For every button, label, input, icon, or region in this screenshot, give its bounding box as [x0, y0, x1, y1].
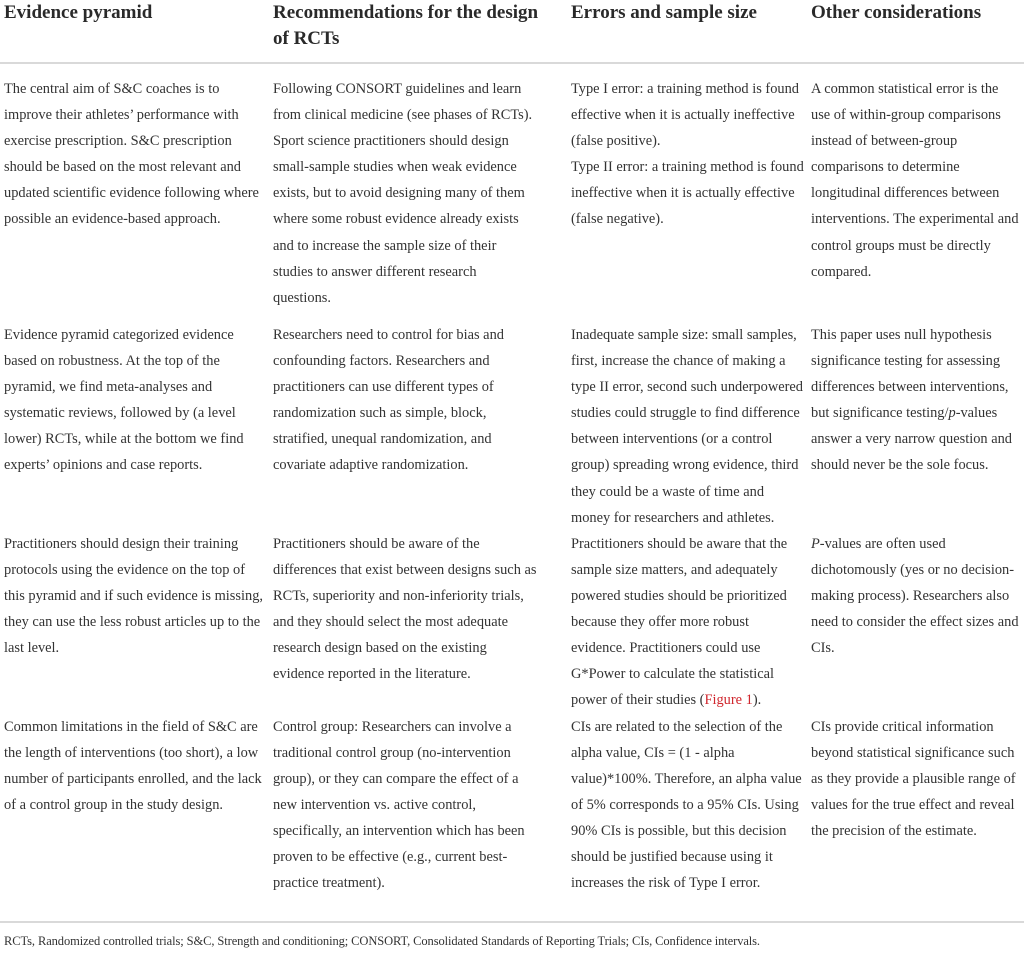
header-errors-sample-size: Errors and sample size: [571, 2, 757, 23]
cell-recommendations: [271, 322, 541, 531]
table-header-row: [0, 0, 1024, 63]
cell-text: Researchers need to control for bias and confounding factors. Researchers and practitioners can use different types of randomization such as simple, block, stratified, unequal randomization, and covariate adaptive randomization.: [273, 327, 504, 474]
table-footnote: RCTs, Randomized controlled trials; S&C, Strength and conditioning; CONSORT, Consolidated Standards of Reporting Trials; CIs, Confidence intervals.: [4, 933, 760, 948]
cell-text: Type I error: a training method is found effective when it is actually ineffective (false positive).: [571, 81, 799, 150]
cell-errors: [541, 322, 811, 531]
table-row: [0, 322, 1024, 531]
table-row: [0, 531, 1024, 714]
cell-text: A common statistical error is the use of within-group comparisons instead of between-group comparisons to determine longitudinal differences between interventions. The experimental and control groups must be directly compared.: [811, 81, 1019, 280]
text-fragment: Practitioners should be aware that the sample size matters, and adequately powered studies should be prioritized because they offer more robust evidence. Practitioners could use G*Power to calculate the statistical power of their studies (: [571, 535, 788, 709]
cell-text: [811, 322, 1020, 479]
italic-p: P: [811, 535, 820, 552]
header-evidence-pyramid: Evidence pyramid: [4, 2, 153, 23]
cell-other: [811, 63, 1024, 322]
header-other-considerations: Other considerations: [811, 2, 982, 23]
cell-text: Sport science practitioners should design small-sample studies when weak evidence exists, but to avoid designing many of them where some robust evidence already exists and to increase the sample size of their studies to answer different research questions.: [273, 133, 525, 306]
italic-p: p: [948, 405, 956, 422]
cell-text: Inadequate sample size: small samples, first, increase the chance of making a type II error, second such underpowered studies could struggle to find difference between interventions (or a control group) spreading wrong evidence, third they could be a waste of time and money for researchers and athletes.: [571, 327, 803, 526]
cell-recommendations: [271, 531, 541, 714]
cell-text: Practitioners should be aware of the differences that exist between designs such as RCTs, superiority and non-inferiority trials, and they should select the most adequate research design based on the existing evidence reported in the literature.: [273, 535, 537, 683]
cell-text: The central aim of S&C coaches is to improve their athletes’ performance with exercise prescription. S&C prescription should be based on the most relevant and updated scientific evidence following where possible an evidence-based approach.: [4, 81, 259, 228]
cell-errors: [541, 714, 811, 922]
text-fragment: -values answer a very narrow question and should never be the sole focus.: [811, 405, 1012, 474]
cell-evidence-pyramid: [0, 531, 271, 714]
cell-other: [811, 531, 1024, 714]
table-row: [0, 714, 1024, 922]
cell-text: Evidence pyramid categorized evidence based on robustness. At the top of the pyramid, we find meta-analyses and systematic reviews, followed by (a level lower) RCTs, while at the bottom we find experts’ opinions and case reports.: [4, 327, 244, 474]
figure-1-link[interactable]: Figure 1: [704, 692, 753, 709]
cell-text: [571, 531, 805, 714]
cell-text: Practitioners should design their training protocols using the evidence on the top of this pyramid and if such evidence is missing, they can use the less robust articles up to the last level.: [4, 535, 263, 657]
cell-other: [811, 714, 1024, 922]
cell-text: [811, 531, 1020, 661]
text-fragment: This paper uses null hypothesis significance testing for assessing differences between interventions, but significance testing/: [811, 327, 1009, 422]
cell-text: CIs provide critical information beyond statistical significance such as they provide a plausible range of values for the true effect and reveal the precision of the estimate.: [811, 718, 1016, 840]
cell-errors: [541, 63, 811, 322]
cell-text: Type II error: a training method is found ineffective when it is actually effective (false negative).: [571, 159, 804, 228]
text-fragment: -values are often used dichotomously (yes or no decision-making process). Researchers also need to consider the effect sizes and CIs.: [811, 535, 1019, 657]
cell-text: Following CONSORT guidelines and learn from clinical medicine (see phases of RCTs).: [273, 81, 533, 124]
cell-evidence-pyramid: [0, 714, 271, 922]
cell-evidence-pyramid: [0, 322, 271, 531]
cell-recommendations: [271, 714, 541, 922]
cell-text: Common limitations in the field of S&C are the length of interventions (too short), a low number of participants enrolled, and the lack of a control group in the study design.: [4, 718, 262, 814]
cell-evidence-pyramid: [0, 63, 271, 322]
cell-recommendations: [271, 63, 541, 322]
cell-text: Control group: Researchers can involve a traditional control group (no-intervention group), or they can compare the effect of a new intervention vs. active control, specifically, an intervention which has been proven to be effective (e.g., current best-practice treatment).: [273, 718, 525, 892]
table-row: [0, 63, 1024, 322]
cell-other: [811, 322, 1024, 531]
header-recommendations: Recommendations for the design of RCTs: [273, 2, 539, 49]
cell-text: CIs are related to the selection of the alpha value, CIs = (1 - alpha value)*100%. Therefore, an alpha value of 5% corresponds to a 95% CIs. Using 90% CIs is possible, but this decision should be justified because using it increases the risk of Type I error.: [571, 718, 802, 892]
text-fragment: ).: [752, 692, 762, 709]
cell-errors: [541, 531, 811, 714]
